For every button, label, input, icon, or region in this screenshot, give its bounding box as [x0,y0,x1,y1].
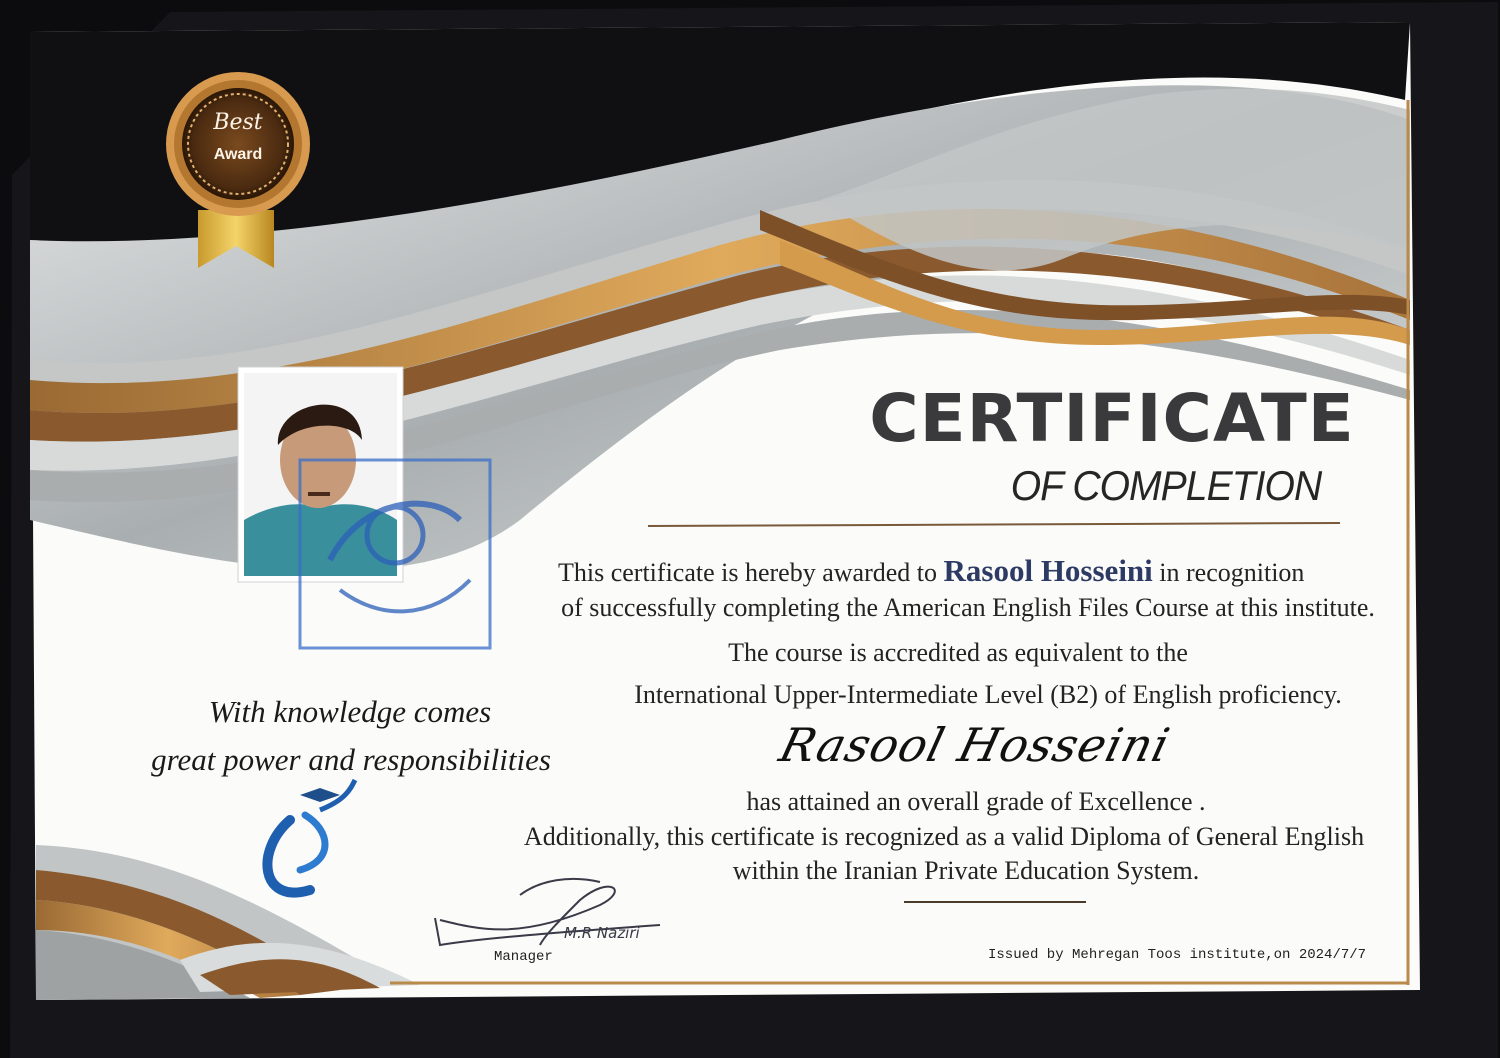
statement-line1 [558,553,1304,589]
badge-line2: Award [213,146,263,163]
profile-photo [238,367,403,582]
recipient-name: Rasool Hosseini [943,553,1153,588]
grade-line2: Additionally, this certificate is recognized as a valid Diploma of General English [523,822,1365,851]
certificate-title: CERTIFICATE [869,380,1355,457]
manager-label: Manager [494,949,553,965]
statement-line2: of successfully completing the American English Files Course at this institute. [561,593,1375,622]
issued-line: Issued by Mehregan Toos institute,on 2024/7/7 [988,947,1367,963]
statement-line4: International Upper-Intermediate Level (B2) of English proficiency. [634,680,1342,709]
grade-line1: has attained an overall grade of Excellence . [746,787,1206,816]
motto-line2: great power and responsibilities [151,742,551,777]
certificate-subtitle: OF COMPLETION [1010,462,1322,509]
recipient-signature: Rasool Hosseini [774,718,1176,772]
statement-line3: The course is accredited as equivalent to the [728,638,1188,667]
statement-line1-before: This certificate is hereby awarded to [558,558,937,587]
manager-signature: M.R Naziri [564,924,640,942]
grade-line3: within the Iranian Private Education System. [732,856,1200,885]
statement-line1-after: in recognition [1159,558,1305,587]
motto-line1: With knowledge comes [208,694,492,729]
badge-line1: Best [213,110,263,135]
